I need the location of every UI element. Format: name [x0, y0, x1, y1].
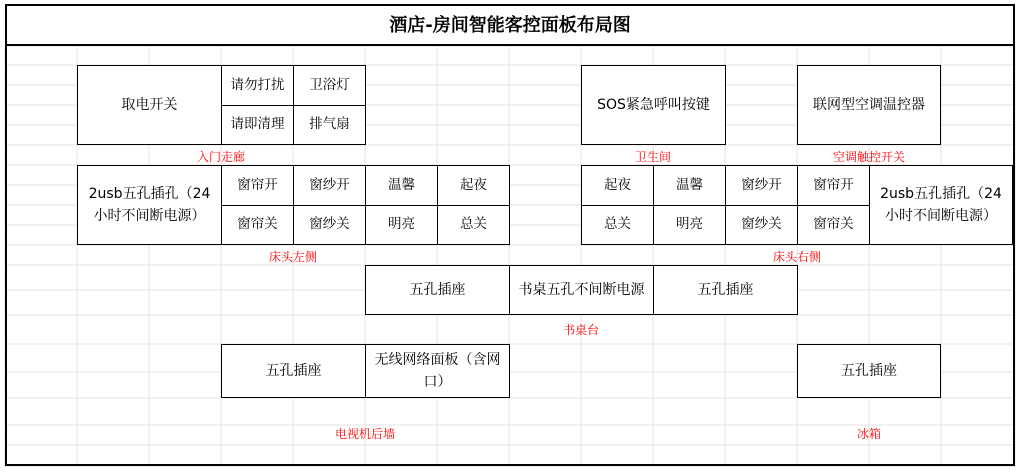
fridge-label: 冰箱	[856, 427, 882, 441]
bed-left-label: 床头左侧	[268, 250, 318, 264]
fridge-socket-cell	[797, 344, 941, 398]
bed-right-btn-label: 窗帘开	[813, 176, 854, 193]
clean-label: 请即清理	[230, 116, 285, 133]
fan-label: 排气扇	[309, 116, 350, 133]
bed-right-btn-label: 窗纱关	[741, 216, 782, 233]
bed-left-btn	[221, 205, 294, 245]
bed-right-btn	[653, 205, 726, 245]
dnd-cell	[221, 65, 294, 106]
desk-socket-label: 五孔插座	[409, 281, 466, 298]
bed-left-btn-label: 窗纱关	[309, 216, 350, 233]
bath-light-cell	[293, 65, 366, 106]
power-switch-cell	[77, 65, 222, 145]
bath-light-label: 卫浴灯	[309, 76, 350, 93]
tv-wall-label: 电视机后墙	[334, 427, 396, 441]
desk-socket-cell	[653, 265, 798, 315]
bed-left-usb-label: 2usb五孔插孔（24小时不间断电源）	[88, 185, 211, 224]
page-title: 酒店-房间智能客控面板布局图	[389, 15, 631, 36]
title-row	[5, 4, 1015, 46]
tv-socket-cell	[221, 344, 366, 398]
network-panel-label: 无线网络面板（含网口）	[374, 351, 501, 390]
bed-left-btn	[365, 165, 438, 206]
bed-right-usb-label: 2usb五孔插孔（24小时不间断电源）	[880, 185, 1002, 224]
desk-label: 书桌台	[562, 323, 600, 337]
bed-left-btn	[293, 205, 366, 245]
tv-socket-label: 五孔插座	[265, 362, 322, 379]
bed-right-btn-label: 起夜	[604, 176, 631, 193]
network-panel-cell	[365, 344, 510, 398]
bed-right-label: 床头右侧	[772, 250, 822, 264]
sos-button-cell	[581, 65, 726, 145]
bed-left-btn-label: 窗纱开	[309, 176, 350, 193]
clean-cell	[221, 105, 294, 145]
bed-left-usb-cell	[77, 165, 222, 245]
bed-left-btn	[365, 205, 438, 245]
dnd-label: 请勿打扰	[230, 76, 285, 93]
bed-right-btn-label: 温馨	[676, 176, 703, 193]
bed-right-btn-label: 窗纱开	[741, 176, 782, 193]
fridge-socket-label: 五孔插座	[841, 362, 897, 379]
bed-left-btn	[293, 165, 366, 206]
sos-label: SOS紧急呼叫按键	[597, 96, 710, 113]
bed-left-btn	[221, 165, 294, 206]
desk-socket-label: 五孔插座	[697, 281, 754, 298]
bed-left-btn-label: 温馨	[388, 176, 415, 193]
desk-ups-label: 书桌五孔不间断电源	[518, 281, 645, 298]
bed-right-btn	[581, 205, 654, 245]
thermostat-cell	[797, 65, 941, 145]
bed-right-btn	[653, 165, 726, 206]
bed-right-btn	[797, 205, 870, 245]
bed-right-usb-cell	[869, 165, 1013, 245]
bed-right-btn-label: 窗帘关	[813, 216, 854, 233]
bed-left-btn-label: 总关	[460, 216, 487, 233]
bed-right-btn	[725, 205, 798, 245]
thermostat-label: 联网型空调温控器	[813, 96, 925, 113]
bathroom-label: 卫生间	[634, 150, 672, 164]
bed-left-btn-label: 明亮	[388, 216, 415, 233]
desk-ups-cell	[509, 265, 654, 315]
bed-left-btn-label: 起夜	[460, 176, 487, 193]
bed-left-btn	[437, 205, 510, 245]
bed-right-btn	[581, 165, 654, 206]
bed-left-btn	[437, 165, 510, 206]
bed-right-btn	[725, 165, 798, 206]
fan-cell	[293, 105, 366, 145]
bed-right-btn-label: 明亮	[676, 216, 703, 233]
bed-left-btn-label: 窗帘开	[237, 176, 278, 193]
power-switch-label: 取电开关	[121, 96, 178, 113]
desk-socket-cell	[365, 265, 510, 315]
bed-left-btn-label: 窗帘关	[237, 216, 278, 233]
bed-right-btn-label: 总关	[604, 216, 631, 233]
bed-right-btn	[797, 165, 870, 206]
entrance-label: 入门走廊	[196, 150, 246, 164]
ac-label: 空调触控开关	[832, 150, 906, 164]
